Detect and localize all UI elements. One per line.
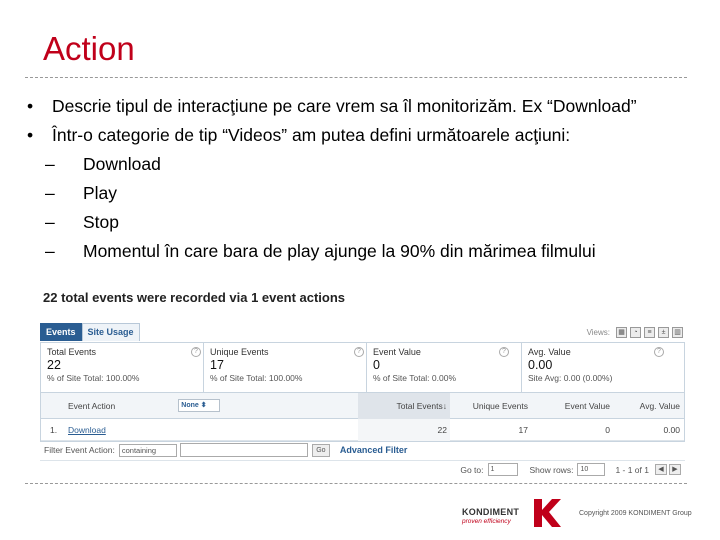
row-index: 1.	[50, 424, 58, 435]
stat-subtext: % of Site Total: 100.00%	[47, 373, 140, 383]
views-label: Views:	[586, 328, 610, 337]
goto-input[interactable]: 1	[488, 463, 518, 476]
sort-down-icon: ↓	[442, 400, 447, 411]
view-switcher	[587, 327, 683, 338]
pie-view-icon[interactable]: ◔	[630, 327, 641, 338]
stat-value: 0	[373, 358, 380, 372]
filter-label: Filter Event Action:	[44, 445, 115, 455]
stat-subtext: % of Site Total: 100.00%	[210, 373, 303, 383]
help-icon[interactable]: ?	[354, 347, 364, 357]
copyright-text: Copyright 2009 KONDIMENT Group	[579, 510, 692, 517]
stat-event-value	[367, 343, 522, 392]
filter-mode-select[interactable]: containing	[119, 444, 177, 457]
rows-per-page-select[interactable]: 10	[577, 463, 605, 476]
column-header-event-value[interactable]: Event Value	[564, 400, 610, 411]
sub-marker: –	[45, 212, 55, 232]
column-header-unique-events[interactable]: Unique Events	[472, 400, 528, 411]
secondary-dimension-select[interactable]: None ⬍	[178, 399, 220, 412]
stat-label: Total Events	[47, 347, 97, 357]
stat-label: Event Value	[373, 347, 421, 357]
filter-bar	[40, 440, 685, 460]
report-tabs	[40, 323, 140, 341]
filter-input[interactable]	[180, 443, 308, 457]
logo-brand-name: KONDIMENT	[462, 507, 520, 517]
bullet-marker: •	[27, 125, 34, 145]
tab-site-usage[interactable]: Site Usage	[82, 323, 140, 341]
event-action-link[interactable]: Download	[68, 424, 106, 435]
sub-marker: –	[45, 154, 55, 174]
sub-marker: –	[45, 241, 55, 261]
table-view-icon[interactable]: ▦	[616, 327, 627, 338]
stat-unique-events	[204, 343, 367, 392]
sub-item-text: Download	[83, 154, 161, 174]
column-header-total-events[interactable]: Total Events↓	[358, 393, 450, 419]
prev-page-icon[interactable]: ◀	[655, 464, 667, 475]
sub-marker: –	[45, 183, 55, 203]
goto-label: Go to:	[460, 464, 484, 475]
sub-item	[25, 237, 695, 266]
table-header	[41, 393, 684, 419]
comparison-view-icon[interactable]: ±	[658, 327, 669, 338]
footer-divider	[25, 483, 687, 484]
stat-subtext: % of Site Total: 0.00%	[373, 373, 457, 383]
cell-avg-value: 0.00	[663, 424, 680, 435]
bullet-list	[25, 92, 695, 266]
sub-item	[25, 208, 695, 237]
stat-subtext: Site Avg: 0.00 (0.00%)	[528, 373, 613, 383]
stat-value: 17	[210, 358, 224, 372]
help-icon[interactable]: ?	[191, 347, 201, 357]
logo-k-icon	[532, 497, 562, 529]
go-button[interactable]: Go	[312, 444, 330, 457]
table-row	[41, 419, 684, 441]
cell-total-events: 22	[358, 419, 450, 441]
tab-events[interactable]: Events	[40, 323, 82, 341]
help-icon[interactable]: ?	[499, 347, 509, 357]
stat-avg-value	[522, 343, 684, 392]
pagination	[40, 460, 685, 478]
cell-unique-events: 17	[518, 424, 528, 435]
stat-value: 22	[47, 358, 61, 372]
next-page-icon[interactable]: ▶	[669, 464, 681, 475]
stats-scorecard	[40, 342, 685, 392]
bar-view-icon[interactable]: ≡	[644, 327, 655, 338]
advanced-filter-link[interactable]: Advanced Filter	[339, 445, 408, 455]
pivot-view-icon[interactable]: ▥	[672, 327, 683, 338]
bullet-marker: •	[27, 96, 34, 116]
bullet-item	[25, 92, 695, 121]
sub-item	[25, 150, 695, 179]
report-summary: 22 total events were recorded via 1 event actions	[43, 290, 346, 305]
bullet-text: Descrie tipul de interacţiune pe care vrem sa îl monitorizăm. Ex “Download”	[52, 96, 637, 116]
sub-item-text: Momentul în care bara de play ajunge la 90% din mărimea filmului	[83, 241, 596, 261]
help-icon[interactable]: ?	[654, 347, 664, 357]
stat-label: Avg. Value	[528, 347, 571, 357]
column-header-avg-value[interactable]: Avg. Value	[639, 400, 680, 411]
rows-label: Show rows:	[529, 464, 574, 475]
bullet-item	[25, 121, 695, 150]
sub-item-text: Play	[83, 183, 118, 203]
stat-label: Unique Events	[210, 347, 269, 357]
page-range: 1 - 1 of 1	[615, 464, 649, 475]
sub-item-text: Stop	[83, 212, 119, 232]
event-action-table	[40, 392, 685, 442]
cell-event-value: 0	[605, 424, 610, 435]
title-divider	[25, 77, 687, 78]
sub-item	[25, 179, 695, 208]
kondiment-logo	[462, 497, 562, 529]
stat-total-events	[41, 343, 204, 392]
analytics-report	[40, 323, 685, 478]
slide-title: Action	[43, 30, 135, 67]
logo-tagline: proven efficiency	[462, 518, 511, 525]
column-header-event-action[interactable]: Event Action	[68, 400, 116, 411]
stat-value: 0.00	[528, 358, 553, 372]
bullet-text: Într-o categorie de tip “Videos” am putea defini următoarele acţiuni:	[52, 125, 571, 145]
